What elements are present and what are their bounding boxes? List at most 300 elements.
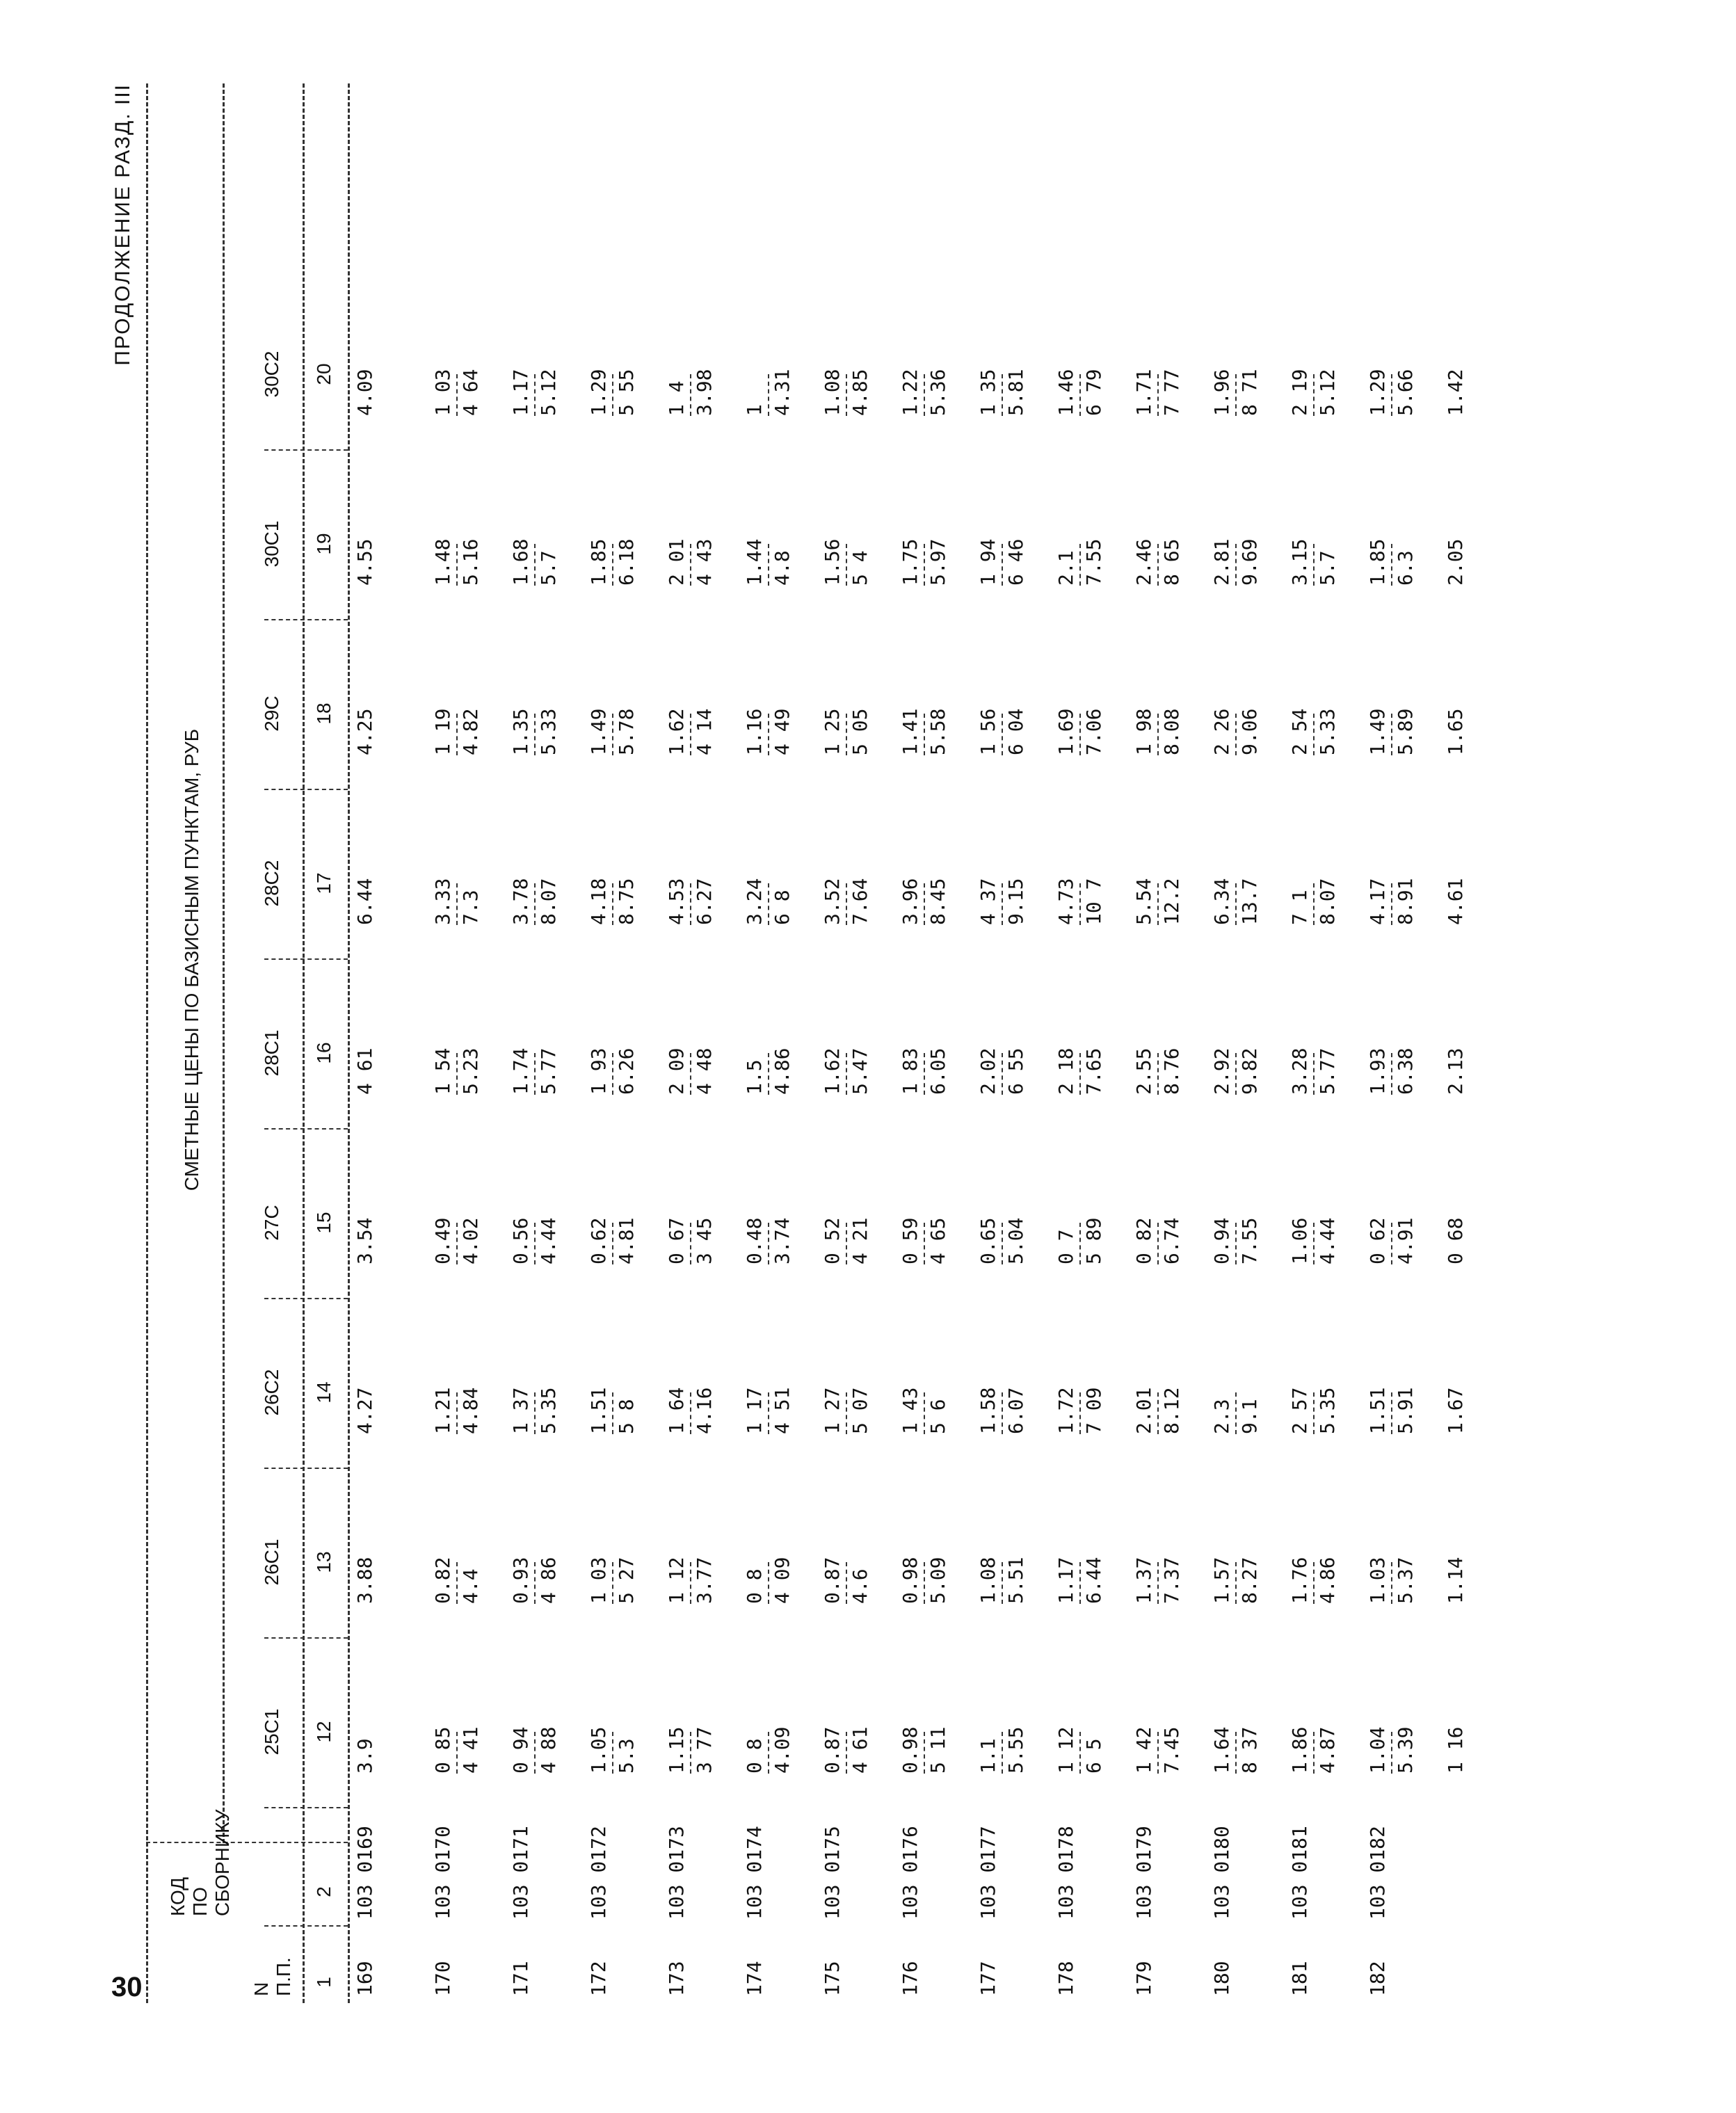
price-value: 2.02 — [976, 1047, 999, 1095]
price-value: 1 03 — [431, 369, 454, 416]
price-divider — [846, 714, 847, 755]
price-value-secondary: 4.87 — [1316, 1726, 1339, 1774]
price-cell — [822, 246, 871, 416]
price-value: 1.85 — [1366, 538, 1389, 586]
price-value-secondary: 5.89 — [1394, 708, 1417, 755]
price-divider — [846, 1053, 847, 1095]
price-value: 4.18 — [587, 878, 610, 925]
price-cell — [511, 755, 559, 925]
price-cell — [433, 925, 481, 1095]
row-code: 103 0170 — [431, 1826, 454, 1920]
price-value-secondary: 4.82 — [459, 708, 482, 755]
table-row — [433, 83, 511, 2003]
price-value-secondary: 4.81 — [615, 1217, 638, 1264]
price-cell — [588, 586, 637, 755]
row-code: 103 0182 — [1366, 1826, 1389, 1920]
price-cell — [744, 925, 793, 1095]
price-cell — [666, 1434, 715, 1604]
price-value-secondary: 5.58 — [926, 708, 949, 755]
price-value: 0.62 — [587, 1217, 610, 1264]
price-cell — [1367, 586, 1416, 755]
price-value-secondary: 4.85 — [849, 369, 871, 416]
price-value-secondary: 8.27 — [1238, 1557, 1261, 1604]
price-value-secondary: 7.3 — [459, 890, 482, 925]
price-cell — [1289, 586, 1338, 755]
table-row — [1212, 83, 1289, 2003]
price-cell — [822, 1434, 871, 1604]
group-header: СМЕТНЫЕ ЦЕНЫ ПО БАЗИСНЫМ ПУНКТАМ, РУБ — [181, 728, 202, 1191]
price-value: 1.35 — [509, 708, 532, 755]
price-value: 1.15 — [665, 1726, 688, 1774]
price-value-secondary: 4.8 — [771, 550, 794, 586]
price-value: 3.15 — [1288, 538, 1311, 586]
price-cell — [978, 246, 1027, 416]
price-cell — [1212, 1434, 1260, 1604]
price-value: 3.24 — [743, 878, 766, 925]
price-value: 1 83 — [899, 1047, 922, 1095]
row-code: 103 0176 — [899, 1826, 922, 1920]
price-value-secondary: 4 21 — [849, 1217, 871, 1264]
price-value: 1.05 — [587, 1726, 610, 1774]
price-value: 1.72 — [1054, 1387, 1077, 1434]
price-divider — [534, 1562, 536, 1604]
price-value: 1.96 — [1210, 369, 1233, 416]
price-divider — [690, 1562, 691, 1604]
price-value-secondary: 5 05 — [849, 708, 871, 755]
col-code-header-line: СБОРНИКУ — [211, 1809, 233, 1916]
price-value-secondary: 5.66 — [1394, 369, 1417, 416]
price-divider — [456, 1562, 458, 1604]
price-value-secondary: 4.91 — [1394, 1217, 1417, 1264]
table-row — [1445, 83, 1523, 2003]
row-number: 175 — [821, 1961, 844, 1996]
price-cell — [511, 1604, 559, 1774]
col-code-header-line: КОД — [167, 1877, 188, 1916]
price-value: 1.46 — [1054, 369, 1077, 416]
price-cell — [511, 1264, 559, 1434]
price-value-secondary: 5.09 — [926, 1557, 949, 1604]
price-value: 1.49 — [587, 708, 610, 755]
price-value: 3.28 — [1288, 1047, 1311, 1095]
price-divider — [612, 1223, 613, 1264]
price-cell — [900, 586, 949, 755]
price-value: 1 — [743, 404, 766, 416]
price-value-secondary: 8.91 — [1394, 878, 1417, 925]
price-divider — [1002, 714, 1003, 755]
price-divider — [1002, 1562, 1003, 1604]
column-number: 19 — [313, 533, 335, 555]
price-cell — [1289, 1095, 1338, 1264]
price-value-secondary: 7.45 — [1160, 1726, 1183, 1774]
col-num-header-line: N — [250, 1982, 272, 1996]
price-value: 1 42 — [1132, 1726, 1155, 1774]
row-number: 177 — [976, 1961, 999, 1996]
price-value: 4.61 — [1444, 878, 1467, 925]
price-value: 2 54 — [1288, 708, 1311, 755]
price-cell — [511, 1434, 559, 1604]
price-value-secondary: 7.55 — [1238, 1217, 1261, 1264]
price-column-header: 29С — [261, 696, 282, 732]
price-cell — [1212, 1264, 1260, 1434]
price-cell — [1134, 1264, 1182, 1434]
column-numbers-top-rule — [303, 83, 305, 2003]
price-value: 0 94 — [509, 1726, 532, 1774]
column-separator — [264, 1807, 348, 1808]
price-divider — [846, 883, 847, 925]
price-value: 1.17 — [509, 369, 532, 416]
price-divider — [612, 714, 613, 755]
price-value: 5.54 — [1132, 878, 1155, 925]
price-divider — [768, 374, 769, 416]
price-value-secondary: 6.3 — [1394, 550, 1417, 586]
price-cell — [900, 246, 949, 416]
price-divider — [456, 374, 458, 416]
price-cell — [433, 1604, 481, 1774]
price-divider — [1002, 374, 1003, 416]
price-cell — [1367, 925, 1416, 1095]
price-value: 0.94 — [1210, 1217, 1233, 1264]
price-cell — [978, 755, 1027, 925]
price-divider — [534, 714, 536, 755]
price-cell — [355, 246, 383, 416]
row-code: 103 0175 — [821, 1826, 844, 1920]
price-divider — [1235, 1562, 1237, 1604]
price-divider — [1157, 1392, 1159, 1434]
price-divider — [924, 1562, 925, 1604]
price-value-secondary: 5.97 — [926, 538, 949, 586]
price-value-secondary: 7.37 — [1160, 1557, 1183, 1604]
price-cell — [666, 586, 715, 755]
price-value: 1 12 — [1054, 1726, 1077, 1774]
column-number: 16 — [313, 1042, 335, 1064]
price-cell — [1289, 1434, 1338, 1604]
price-value: 0 67 — [665, 1217, 688, 1264]
price-divider — [1391, 1562, 1392, 1604]
price-value-secondary: 8.76 — [1160, 1047, 1183, 1095]
column-separator — [264, 1637, 348, 1639]
price-value: 1.29 — [1366, 369, 1389, 416]
price-column-header: 28С2 — [261, 860, 282, 907]
price-cell — [900, 1264, 949, 1434]
price-cell — [355, 1604, 383, 1774]
price-value: 1.85 — [587, 538, 610, 586]
price-value-secondary: 9.06 — [1238, 708, 1261, 755]
price-divider — [1235, 714, 1237, 755]
price-value: 1 64 — [665, 1387, 688, 1434]
price-value: 1 98 — [1132, 708, 1155, 755]
price-value-secondary: 5.12 — [537, 369, 560, 416]
column-number: 15 — [313, 1212, 335, 1234]
price-cell — [1134, 925, 1182, 1095]
column-number: 12 — [313, 1721, 335, 1743]
price-divider — [534, 1223, 536, 1264]
price-divider — [1079, 544, 1081, 586]
price-cell — [1212, 925, 1260, 1095]
price-divider — [1002, 1732, 1003, 1774]
price-divider — [1157, 544, 1159, 586]
price-value-secondary: 8.12 — [1160, 1387, 1183, 1434]
price-divider — [612, 1053, 613, 1095]
price-divider — [1391, 544, 1392, 586]
price-cell — [1289, 925, 1338, 1095]
price-divider — [612, 1392, 613, 1434]
price-cell — [355, 1095, 383, 1264]
price-value: 1 12 — [665, 1557, 688, 1604]
price-value-secondary: 5.47 — [849, 1047, 871, 1095]
price-cell — [666, 1604, 715, 1774]
row-number: 174 — [743, 1961, 766, 1996]
price-value: 2.55 — [1132, 1047, 1155, 1095]
col-num-header-line: П.П. — [273, 1957, 294, 1996]
price-divider — [690, 1223, 691, 1264]
price-divider — [768, 544, 769, 586]
price-value: 1.5 — [743, 1059, 766, 1095]
price-cell — [1056, 1264, 1104, 1434]
table-row — [1289, 83, 1367, 2003]
price-cell — [1056, 925, 1104, 1095]
price-value: 3.78 — [509, 878, 532, 925]
price-divider — [1157, 1223, 1159, 1264]
price-cell — [822, 755, 871, 925]
price-value: 1.62 — [821, 1047, 844, 1095]
price-column-header: 28С1 — [261, 1029, 282, 1077]
row-code: 103 0169 — [353, 1826, 376, 1920]
price-value-secondary: 8.75 — [615, 878, 638, 925]
price-divider — [1235, 374, 1237, 416]
price-value: 1.42 — [1444, 369, 1467, 416]
price-cell — [433, 1434, 481, 1604]
price-divider — [846, 374, 847, 416]
price-cell — [666, 925, 715, 1095]
price-value: 1.68 — [509, 538, 532, 586]
price-value-secondary: 5.12 — [1316, 369, 1339, 416]
price-value-secondary: 3.98 — [693, 369, 716, 416]
price-divider — [924, 374, 925, 416]
price-cell — [511, 925, 559, 1095]
price-divider — [534, 1053, 536, 1095]
price-value-secondary: 4 65 — [926, 1217, 949, 1264]
price-value-secondary: 4 14 — [693, 708, 716, 755]
price-cell — [1212, 586, 1260, 755]
price-value: 0.48 — [743, 1217, 766, 1264]
price-value: 3.96 — [899, 878, 922, 925]
price-divider — [1079, 1392, 1081, 1434]
price-divider — [1391, 1732, 1392, 1774]
price-cell — [1445, 1264, 1473, 1434]
price-cell — [588, 1604, 637, 1774]
price-divider — [924, 1392, 925, 1434]
price-cell — [1134, 755, 1182, 925]
price-cell — [900, 1095, 949, 1264]
price-divider — [1079, 1053, 1081, 1095]
price-cell — [978, 1264, 1027, 1434]
price-cell — [744, 1095, 793, 1264]
price-divider — [1079, 883, 1081, 925]
price-cell — [1367, 1095, 1416, 1264]
price-divider — [768, 714, 769, 755]
price-divider — [924, 1223, 925, 1264]
price-divider — [924, 1053, 925, 1095]
price-divider — [1391, 374, 1392, 416]
price-cell — [900, 1604, 949, 1774]
row-number: 173 — [665, 1961, 688, 1996]
price-cell — [1445, 1434, 1473, 1604]
price-column-header: 26С2 — [261, 1369, 282, 1416]
price-value-secondary: 5.16 — [459, 538, 482, 586]
row-number: 169 — [353, 1961, 376, 1996]
price-cell — [1445, 586, 1473, 755]
table-row — [744, 83, 822, 2003]
price-value: 0 59 — [899, 1217, 922, 1264]
price-cell — [1212, 246, 1260, 416]
price-cell — [1367, 1264, 1416, 1434]
price-value-secondary: 6 5 — [1082, 1738, 1105, 1774]
price-divider — [1157, 1053, 1159, 1095]
price-cell — [978, 586, 1027, 755]
price-divider — [1391, 1392, 1392, 1434]
col-code-header-line: ПО — [189, 1887, 211, 1916]
price-divider — [456, 1053, 458, 1095]
price-divider — [1079, 1562, 1081, 1604]
price-cell — [744, 1434, 793, 1604]
price-value: 2 19 — [1288, 369, 1311, 416]
price-value-secondary: 5.39 — [1394, 1726, 1417, 1774]
price-cell — [900, 416, 949, 586]
price-cell — [822, 925, 871, 1095]
price-value-secondary: 5.91 — [1394, 1387, 1417, 1434]
price-value: 1.71 — [1132, 369, 1155, 416]
price-value: 1.74 — [509, 1047, 532, 1095]
price-value-secondary: 8.07 — [1316, 878, 1339, 925]
price-value: 4.53 — [665, 878, 688, 925]
price-divider — [768, 883, 769, 925]
price-column-header: 26С1 — [261, 1538, 282, 1586]
price-cell — [1056, 1604, 1104, 1774]
price-value: 1.51 — [587, 1387, 610, 1434]
table-row — [822, 83, 900, 2003]
price-value: 1.64 — [1210, 1726, 1233, 1774]
price-cell — [978, 1604, 1027, 1774]
price-value-secondary: 5.77 — [1316, 1047, 1339, 1095]
price-value-secondary: 5.3 — [615, 1738, 638, 1774]
column-number: 17 — [313, 872, 335, 894]
price-cell — [1367, 416, 1416, 586]
price-divider — [1079, 374, 1081, 416]
price-cell — [588, 416, 637, 586]
price-divider — [846, 1562, 847, 1604]
price-divider — [1002, 544, 1003, 586]
price-value-secondary: 12.2 — [1160, 878, 1183, 925]
price-value: 4 61 — [353, 1047, 376, 1095]
price-cell — [1056, 416, 1104, 586]
price-value-secondary: 4 61 — [849, 1726, 871, 1774]
price-cell — [666, 1095, 715, 1264]
price-divider — [1235, 1223, 1237, 1264]
price-value: 4.25 — [353, 708, 376, 755]
row-number: 178 — [1054, 1961, 1077, 1996]
header-bottom-rule — [348, 83, 350, 2003]
price-divider — [1391, 714, 1392, 755]
price-value-secondary: 3 45 — [693, 1217, 716, 1264]
column-separator — [264, 789, 348, 790]
price-divider — [1002, 1392, 1003, 1434]
price-value: 0.93 — [509, 1557, 532, 1604]
price-value-secondary: 8.07 — [537, 878, 560, 925]
price-divider — [1313, 1732, 1315, 1774]
price-value-secondary: 8.45 — [926, 878, 949, 925]
price-value-secondary: 5.81 — [1004, 369, 1027, 416]
price-divider — [1313, 374, 1315, 416]
price-divider — [612, 883, 613, 925]
price-value: 0 62 — [1366, 1217, 1389, 1264]
price-cell — [588, 925, 637, 1095]
price-value: 0.65 — [976, 1217, 999, 1264]
price-value: 1.58 — [976, 1387, 999, 1434]
price-value-secondary: 4 86 — [537, 1557, 560, 1604]
price-cell — [822, 1604, 871, 1774]
price-cell — [900, 755, 949, 925]
price-cell — [1056, 1095, 1104, 1264]
table-row — [900, 83, 978, 2003]
column-separator — [264, 1468, 348, 1469]
table-row — [588, 83, 666, 2003]
price-divider — [1313, 883, 1315, 925]
price-value-secondary: 4 64 — [459, 369, 482, 416]
price-cell — [355, 1264, 383, 1434]
price-value: 1 94 — [976, 538, 999, 586]
price-value-secondary: 5.33 — [537, 708, 560, 755]
price-cell — [666, 246, 715, 416]
price-column-header: 30С2 — [261, 351, 282, 398]
price-value-secondary: 9.1 — [1238, 1399, 1261, 1434]
row-number: 180 — [1210, 1961, 1233, 1996]
price-value-secondary: 4 48 — [693, 1047, 716, 1095]
price-divider — [534, 883, 536, 925]
price-value: 1.69 — [1054, 708, 1077, 755]
price-column-header: 25С1 — [261, 1708, 282, 1756]
price-value: 1.03 — [1366, 1557, 1389, 1604]
price-divider — [690, 544, 691, 586]
price-cell — [900, 1434, 949, 1604]
price-value-secondary: 4.31 — [771, 369, 794, 416]
price-cell — [822, 586, 871, 755]
price-value: 0.98 — [899, 1726, 922, 1774]
price-cell — [588, 1434, 637, 1604]
price-divider — [846, 1223, 847, 1264]
price-value: 1 25 — [821, 708, 844, 755]
price-cell — [588, 246, 637, 416]
price-value-secondary: 8 71 — [1238, 369, 1261, 416]
price-cell — [1289, 246, 1338, 416]
price-divider — [456, 544, 458, 586]
price-value: 6.34 — [1210, 878, 1233, 925]
column-separator — [264, 1925, 348, 1927]
price-value-secondary: 9.82 — [1238, 1047, 1261, 1095]
price-divider — [846, 1732, 847, 1774]
price-value: 1.76 — [1288, 1557, 1311, 1604]
price-cell — [744, 246, 793, 416]
page-number: 30 — [111, 1972, 143, 2002]
price-cell — [744, 1264, 793, 1434]
price-value-secondary: 5 27 — [615, 1557, 638, 1604]
price-cell — [511, 416, 559, 586]
column-number: 20 — [313, 363, 335, 385]
price-value: 0 85 — [431, 1726, 454, 1774]
column-number: 14 — [313, 1381, 335, 1404]
price-value-secondary: 4 49 — [771, 708, 794, 755]
price-value: 1.67 — [1444, 1387, 1467, 1434]
price-value-secondary: 5 89 — [1082, 1217, 1105, 1264]
